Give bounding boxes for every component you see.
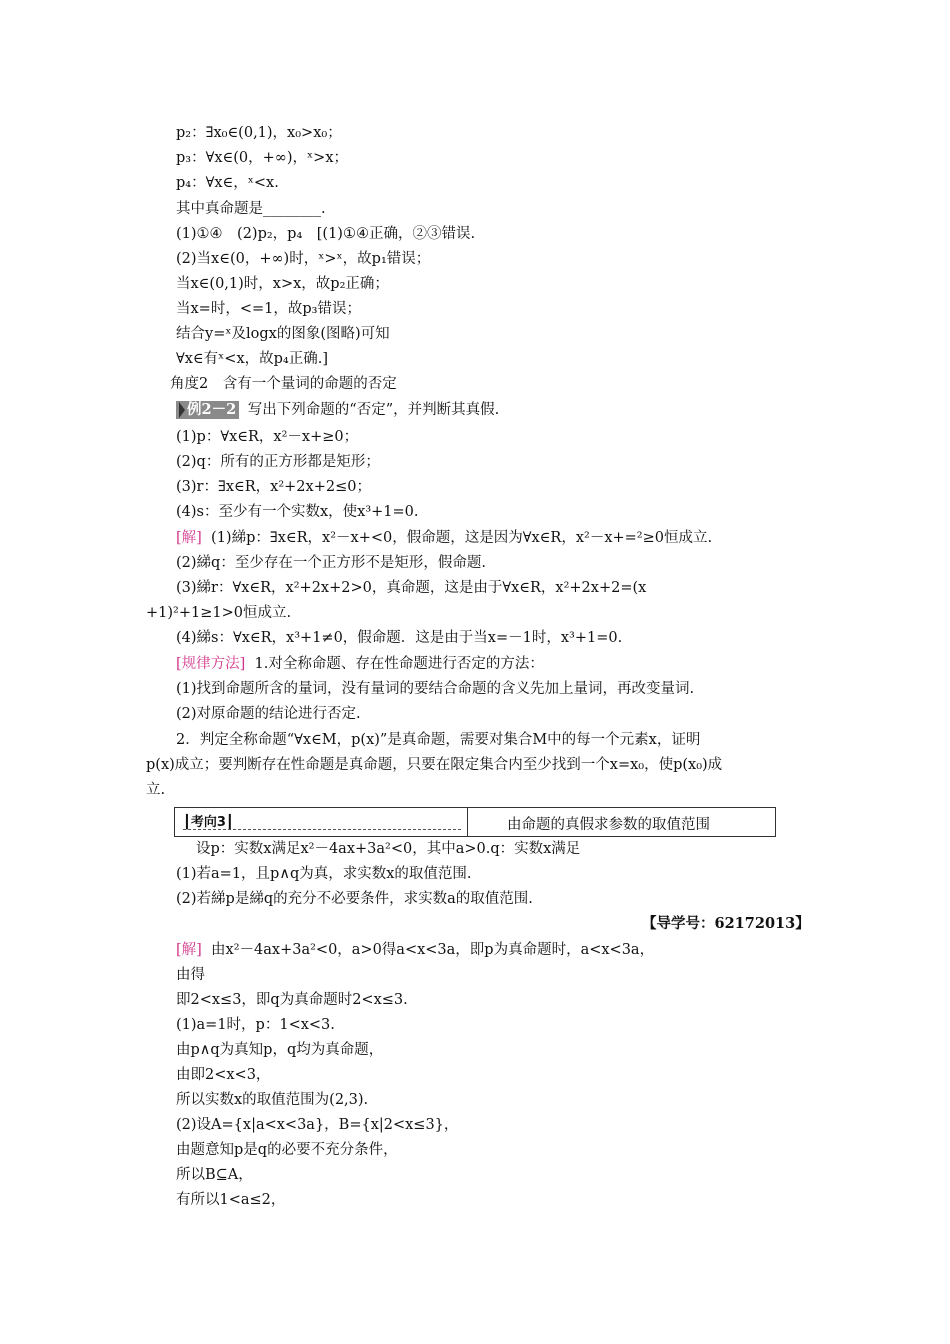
text-line: p₃：∀x∈(0，+∞)，ˣ>x； [176,150,348,166]
text-line: 立. [146,782,166,798]
example-line [176,401,499,419]
text-line: 由得 [176,967,205,983]
text-line: (2)当x∈(0，+∞)时，ˣ>ˣ，故p₁错误； [176,251,431,267]
topic-title: 由命题的真假求参数的取值范围 [507,817,710,833]
topic-box [174,807,776,837]
example-label: 例2－2 [187,401,237,418]
text-line: (2)设A={x|a<x<3a}，B={x|2<x≤3}， [176,1117,459,1133]
solution-text: (1)綈p：∃x∈R，x²－x+<0，假命题，这是因为∀x∈R，x²－x+=²≥0恒成立. [211,530,713,546]
text-line: (1)①④ (2)p₂，p₄ [(1)①④正确，②③错误. [176,226,476,242]
text-line: 其中真命题是________. [176,201,326,217]
text-line: 所以B⊆A， [176,1167,253,1183]
text-line: (4)s：至少有一个实数x，使x³+1=0. [176,504,419,520]
text-line: (1)a=1时，p：1<x<3. [176,1017,335,1033]
example-text: 写出下列命题的“否定”，并判断其真假. [247,402,500,418]
text-line: +1)²+1≥1>0恒成立. [146,605,292,621]
section-heading: 角度2 含有一个量词的命题的否定 [170,376,397,392]
text-line: (3)綈r：∀x∈R，x²+2x+2>0，真命题，这是由于∀x∈R，x²+2x+2=(x [176,580,647,596]
guide-number: 【导学号：62172013】 [642,915,810,932]
text-line: (1)p：∀x∈R，x²－x+≥0； [176,429,359,445]
text-line: (1)找到命题所含的量词，没有量词的要结合命题的含义先加上量词，再改变量词. [176,681,695,697]
text-line: (2)綈q：至少存在一个正方形不是矩形，假命题. [176,555,486,571]
text-line: (4)綈s：∀x∈R，x³+1≠0，假命题．这是由于当x=－1时，x³+1=0. [176,630,623,646]
text-line: (2)q：所有的正方形都是矩形； [176,454,380,470]
solution-line [176,941,654,959]
solution-tag: [解] [176,942,202,958]
solution-line [176,529,712,547]
text-line: p₄：∀x∈，ˣ<x. [176,175,279,191]
text-line: 所以实数x的取值范围为(2,3). [176,1092,369,1108]
topic-box-left [175,808,468,836]
topic-tag: ┃考向3┃ [183,815,234,830]
dashed-divider [183,829,461,830]
solution-tag: [解] [176,530,202,546]
method-text: 1.对全称命题、存在性命题进行否定的方法： [254,656,544,672]
method-line [176,655,544,673]
text-line: (2)若綈p是綈q的充分不必要条件，求实数a的取值范围. [176,891,533,907]
arrow-icon [179,402,185,418]
text-line: 由p∧q为真知p，q均为真命题， [176,1042,384,1058]
text-line: 2．判定全称命题“∀x∈M，p(x)”是真命题，需要对集合M中的每一个元素x，证明 [176,732,701,748]
text-line: (1)若a=1，且p∧q为真，求实数x的取值范围. [176,866,472,882]
text-line: p(x)成立；要判断存在性命题是真命题，只要在限定集合内至少找到一个x=x₀，使p(x₀)成 [146,757,723,773]
example-badge [176,401,239,419]
text-line: 设p：实数x满足x²－4ax+3a²<0，其中a>0.q：实数x满足 [196,841,581,857]
text-line: 由题意知p是q的必要不充分条件， [176,1142,398,1158]
text-line: (3)r：∃x∈R，x²+2x+2≤0； [176,479,371,495]
solution-text: 由x²－4ax+3a²<0，a>0得a<x<3a，即p为真命题时，a<x<3a， [211,942,655,958]
method-tag: [规律方法] [176,656,246,672]
text-line: 由即2<x<3， [176,1067,271,1083]
text-line: 有所以1<a≤2， [176,1192,286,1208]
text-line: 当x=时，<=1，故p₃错误； [176,301,361,317]
text-line: (2)对原命题的结论进行否定. [176,706,361,722]
text-line: ∀x∈有ˣ<x，故p₄正确.] [176,351,328,367]
text-line: 即2<x≤3，即q为真命题时2<x≤3. [176,992,408,1008]
text-line: 当x∈(0,1)时，x>x，故p₂正确； [176,276,389,292]
text-line: p₂：∃x₀∈(0,1)，x₀>x₀； [176,125,342,141]
text-line: 结合y=ˣ及logx的图象(图略)可知 [176,326,390,342]
